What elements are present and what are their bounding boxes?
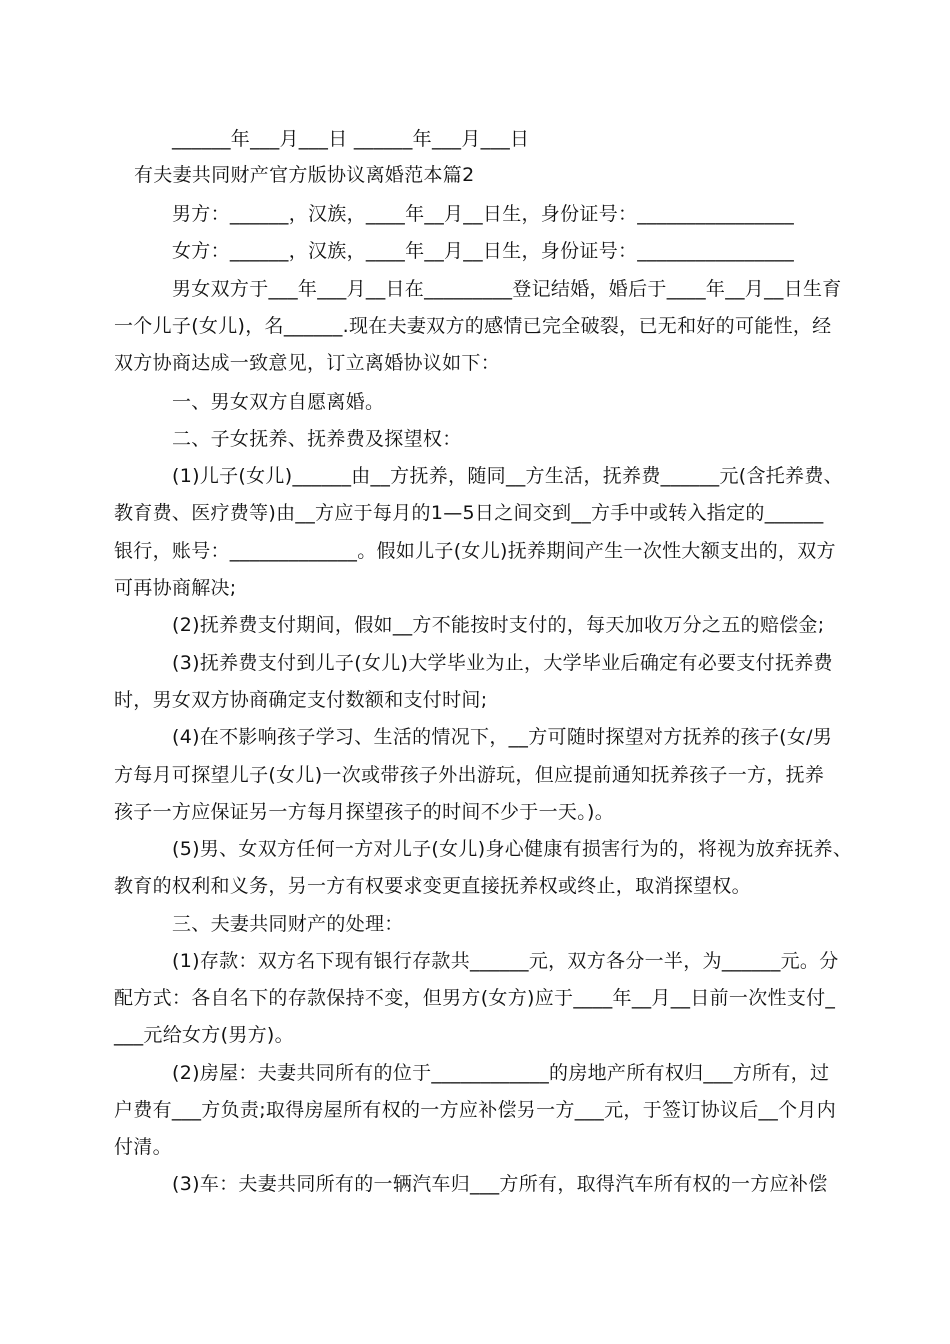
paragraph-line: 男女双方于___年___月__日在_________登记结婚，婚后于____年__月__日生育 bbox=[172, 278, 842, 300]
woman-info-line: 女方：______，汉族，____年__月__日生，身份证号：________________ bbox=[172, 240, 795, 262]
clause-heading: 二、子女抚养、抚养费及探望权： bbox=[172, 428, 462, 450]
clause-heading: 三、夫妻共同财产的处理： bbox=[172, 913, 404, 935]
paragraph-line: 孩子一方应保证另一方每月探望孩子的时间不少于一天。)。 bbox=[114, 801, 615, 823]
paragraph-line: 时，男女双方协商确定支付数额和支付时间; bbox=[114, 689, 488, 711]
paragraph-line: (2)房屋：夫妻共同所有的位于____________的房地产所有权归___方所有，过 bbox=[172, 1062, 830, 1084]
paragraph-line: 可再协商解决; bbox=[114, 577, 237, 599]
paragraph-line: (3)抚养费支付到儿子(女儿)大学毕业为止，大学毕业后确定有必要支付抚养费 bbox=[172, 652, 833, 674]
paragraph-line: (3)车：夫妻共同所有的一辆汽车归___方所有，取得汽车所有权的一方应补偿 bbox=[172, 1173, 828, 1195]
paragraph-line: (5)男、女双方任何一方对儿子(女儿)身心健康有损害行为的，将视为放弃抚养、 bbox=[172, 838, 853, 860]
paragraph-line: (2)抚养费支付期间，假如__方不能按时支付的，每天加收万分之五的赔偿金; bbox=[172, 614, 825, 636]
clause-heading: 一、男女双方自愿离婚。 bbox=[172, 391, 385, 413]
paragraph-line: (4)在不影响孩子学习、生活的情况下，__方可随时探望对方抚养的孩子(女/男 bbox=[172, 726, 833, 748]
paragraph-line: 银行，账号：_____________。假如儿子(女儿)抚养期间产生一次性大额支出的，双方 bbox=[114, 540, 836, 562]
section-title: 有夫妻共同财产官方版协议离婚范本篇2 bbox=[134, 164, 475, 186]
paragraph-line: 教育费、医疗费等)由__方应于每月的1—5日之间交到__方手中或转入指定的______ bbox=[114, 502, 824, 524]
paragraph-line: 双方协商达成一致意见，订立离婚协议如下： bbox=[114, 352, 501, 374]
paragraph-line: 方每月可探望儿子(女儿)一次或带孩子外出游玩，但应提前通知抚养孩子一方，抚养 bbox=[114, 764, 825, 786]
paragraph-line: (1)存款：双方名下现有银行存款共______元，双方各分一半，为______元。分 bbox=[172, 950, 839, 972]
paragraph-line: 一个儿子(女儿)，名______.现在夫妻双方的感情已完全破裂，已无和好的可能性，经 bbox=[114, 315, 832, 337]
paragraph-line: ___元给女方(男方)。 bbox=[114, 1024, 294, 1046]
man-info-line: 男方：______，汉族，____年__月__日生，身份证号：________________ bbox=[172, 203, 795, 225]
paragraph-line: 教育的权利和义务，另一方有权要求变更直接抚养权或终止，取消探望权。 bbox=[114, 875, 751, 897]
paragraph-line: 户费有___方负责;取得房屋所有权的一方应补偿另一方___元，于签订协议后__个月内 bbox=[114, 1099, 837, 1121]
paragraph-line: (1)儿子(女儿)______由__方抚养，随同__方生活，抚养费______元(含托养费、 bbox=[172, 465, 843, 487]
paragraph-line: 付清。 bbox=[114, 1136, 172, 1158]
signature-date-line: ______年___月___日 ______年___月___日 bbox=[172, 128, 530, 150]
paragraph-line: 配方式：各自名下的存款保持不变，但男方(女方)应于____年__月__日前一次性支付_ bbox=[114, 987, 836, 1009]
